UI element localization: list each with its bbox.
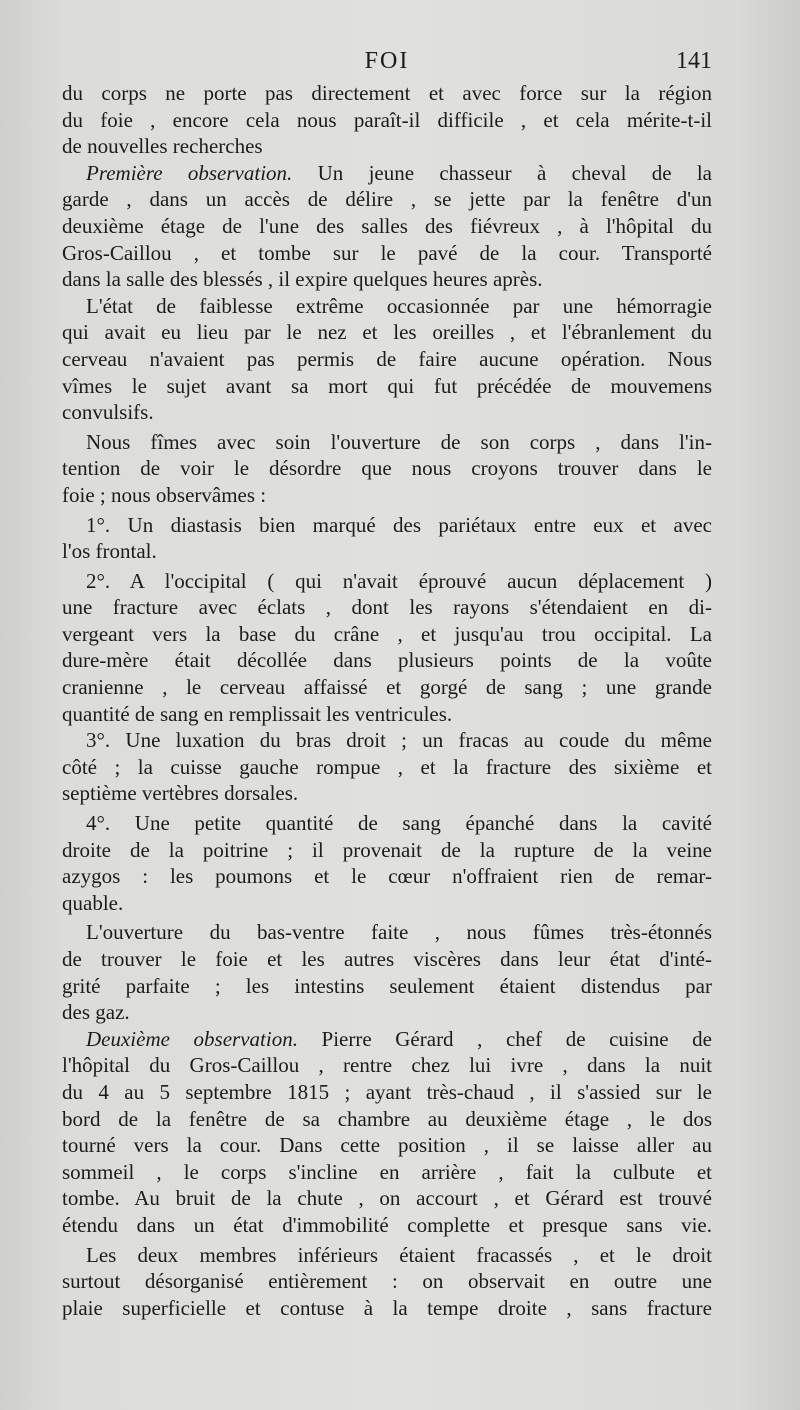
text-line: tombe. Au bruit de la chute , on accourt , et Gérard est trouvé [62, 1186, 712, 1211]
text-line: étendu dans un état d'immobilité complette et presque sans vie. [62, 1212, 712, 1237]
text-line: tourné vers la cour. Dans cette position , il se laisse aller au [62, 1133, 712, 1158]
text-line: septième vertèbres dorsales. [62, 781, 299, 806]
text-line: Gros-Caillou , et tombe sur le pavé de la cour. Transporté [62, 240, 712, 265]
text-line [62, 1026, 712, 1053]
text-line: du 4 au 5 septembre 1815 ; ayant très-chaud , il s'assied sur le [62, 1079, 712, 1104]
text-line: deuxième étage de l'une des salles des fiévreux , à l'hôpital du [62, 213, 712, 238]
text-line: de nouvelles recherches [62, 134, 263, 159]
text-line: l'os frontal. [62, 539, 157, 564]
text-line: quable. [62, 890, 124, 915]
observation-heading: Deuxième observation. [86, 1026, 298, 1051]
text-line: garde , dans un accès de délire , se jette par la fenêtre d'un [62, 187, 712, 212]
page-header [62, 48, 712, 78]
text-line: quantité de sang en remplissait les ventricules. [62, 701, 453, 726]
observation-heading: Première observation. [86, 160, 293, 185]
text-line: L'état de faiblesse extrême occasionnée par une hémorragie [86, 293, 712, 318]
text-line: foie ; nous observâmes : [62, 482, 267, 507]
text-line: une fracture avec éclats , dont les rayons s'étendaient en di- [62, 595, 712, 620]
text-line: tention de voir le désordre que nous croyons trouver dans le [62, 456, 712, 481]
text-line: L'ouverture du bas-ventre faite , nous fûmes très-étonnés [86, 920, 712, 945]
text-line: dans la salle des blessés , il expire quelques heures après. [62, 267, 543, 292]
text-line: l'hôpital du Gros-Caillou , rentre chez lui ivre , dans la nuit [62, 1053, 712, 1078]
text-line: cranienne , le cerveau affaissé et gorgé de sang ; une grande [62, 675, 712, 700]
text-line: vergeant vers la base du crâne , et jusqu'au trou occipital. La [62, 621, 712, 646]
page-number: 141 [676, 48, 712, 74]
text-line: de trouver le foie et les autres viscères dans leur état d'inté- [62, 947, 712, 971]
text-line: 3°. Une luxation du bras droit ; un fracas au coude du même [86, 728, 712, 753]
text-line: sommeil , le corps s'incline en arrière , fait la culbute et [62, 1159, 712, 1184]
text-line: azygos : les poumons et le cœur n'offraient rien de remar- [62, 864, 712, 889]
text-line: qui avait eu lieu par le nez et les oreilles , et l'ébranlement du [62, 320, 712, 345]
text-line: surtout désorganisé entièrement : on observait en outre une [62, 1269, 712, 1294]
text-line [62, 160, 712, 187]
text-line: du corps ne porte pas directement et avec force sur la région [62, 81, 712, 105]
text-line: du foie , encore cela nous paraît-il difficile , et cela mérite-t-il [62, 107, 712, 132]
text-line: plaie superficielle et contuse à la tempe droite , sans fracture [62, 1295, 712, 1320]
text-line: 1°. Un diastasis bien marqué des pariétaux entre eux et avec [86, 512, 712, 537]
line-text: Pierre Gérard , chef de cuisine de [297, 1026, 712, 1051]
text-line: dure-mère était décollée dans plusieurs points de la voûte [62, 648, 712, 673]
text-line: convulsifs. [62, 400, 154, 425]
text-line: des gaz. [62, 1000, 130, 1025]
text-line: grité parfaite ; les intestins seulement étaient distendus par [62, 973, 712, 998]
body-text [62, 80, 712, 1321]
running-head: FOI [364, 48, 410, 74]
text-line: droite de la poitrine ; il provenait de la rupture de la veine [62, 837, 712, 862]
text-line: bord de la fenêtre de sa chambre au deuxième étage , le dos [62, 1106, 712, 1131]
line-text: Un jeune chasseur à cheval de la [292, 160, 712, 185]
text-line: Les deux membres inférieurs étaient fracassés , et le droit [86, 1242, 712, 1267]
text-line: vîmes le sujet avant sa mort qui fut précédée de mouvemens [62, 373, 712, 398]
text-line: côté ; la cuisse gauche rompue , et la fracture des sixième et [62, 754, 712, 779]
text-line: 2°. A l'occipital ( qui n'avait éprouvé aucun déplacement ) [86, 568, 712, 593]
text-line: 4°. Une petite quantité de sang épanché dans la cavité [86, 811, 712, 836]
text-line: Nous fîmes avec soin l'ouverture de son corps , dans l'in- [86, 429, 712, 454]
text-line: cerveau n'avaient pas permis de faire aucune opération. Nous [62, 346, 712, 371]
